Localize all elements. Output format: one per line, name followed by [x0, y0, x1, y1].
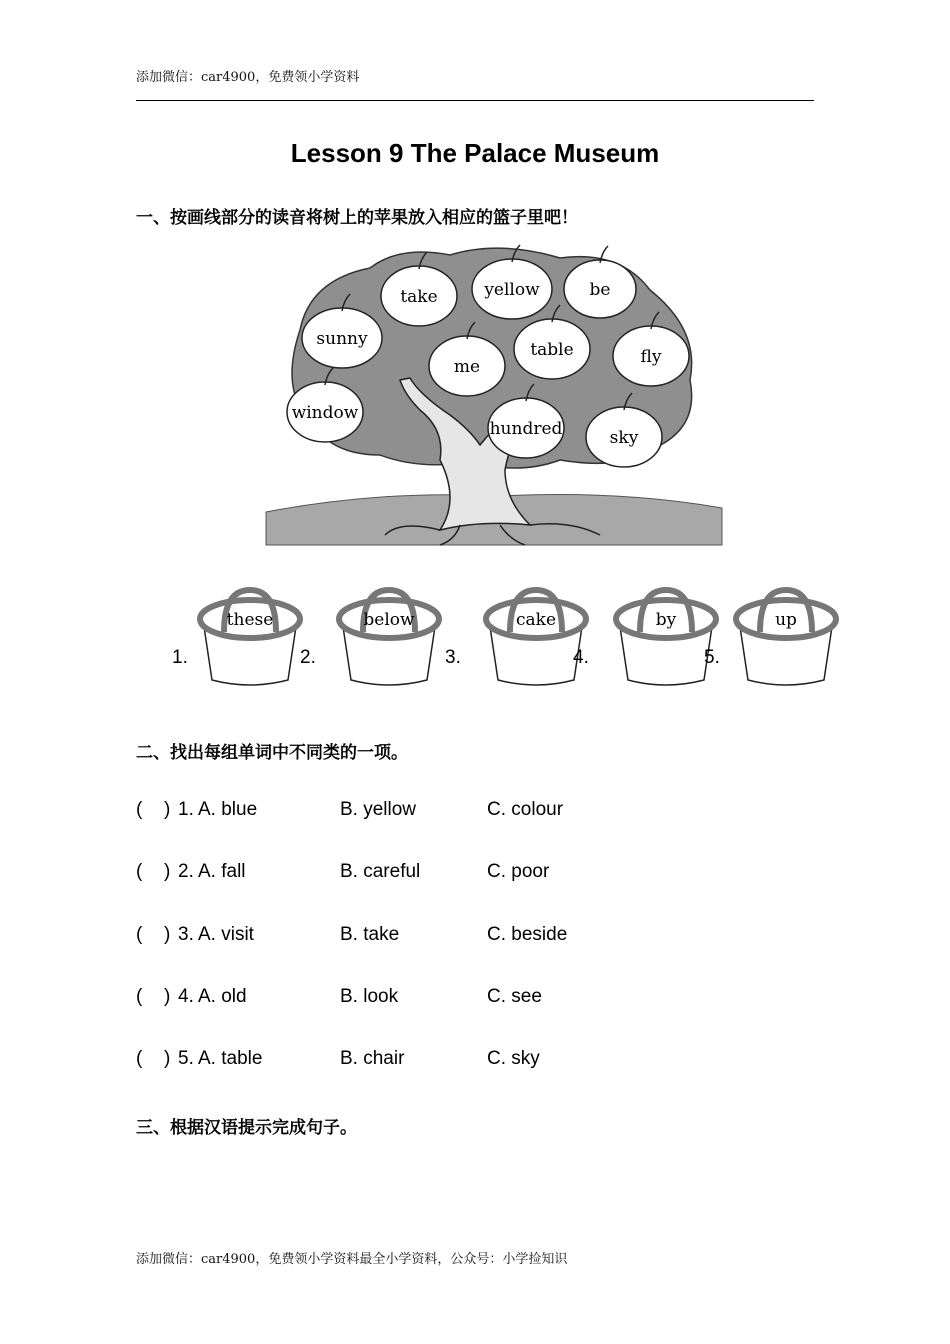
option-a: A. fall: [198, 861, 246, 882]
option-b: B. take: [340, 924, 400, 945]
footer-text: 添加微信：car4900，免费领小学资料最全小学资料，公众号：小学捡知识: [136, 1252, 568, 1267]
basket-word: below: [363, 610, 415, 630]
question-row: [136, 1048, 736, 1074]
question-number: 2.: [178, 861, 194, 882]
question-row: [136, 986, 736, 1012]
basket-number: 1.: [172, 647, 188, 668]
basket-word: up: [775, 610, 797, 630]
section-1-heading: 一、按画线部分的读音将树上的苹果放入相应的篮子里吧！: [136, 208, 578, 228]
answer-paren-close: ): [164, 861, 171, 882]
apple-word: be: [589, 280, 611, 300]
answer-paren-close: ): [164, 799, 171, 820]
section-3-heading: 三、根据汉语提示完成句子。: [136, 1118, 357, 1138]
apple-word: hundred: [489, 419, 563, 439]
answer-paren-open: (: [136, 924, 143, 945]
apple-word: take: [400, 287, 438, 307]
option-b: B. yellow: [340, 799, 417, 820]
basket-word: these: [226, 610, 274, 630]
question-row: [136, 924, 736, 950]
apple-word: table: [530, 340, 574, 360]
option-c: C. poor: [487, 861, 550, 882]
apple-word: window: [291, 403, 359, 423]
header-text: 添加微信：car4900，免费领小学资料: [136, 70, 360, 85]
question-number: 3.: [178, 924, 194, 945]
basket-number: 2.: [300, 647, 316, 668]
option-a: A. visit: [198, 924, 254, 945]
basket: [573, 590, 716, 685]
answer-paren-open: (: [136, 1048, 143, 1069]
apple-word: yellow: [484, 280, 540, 300]
question-row: [136, 861, 736, 887]
basket: [704, 590, 836, 685]
option-b: B. chair: [340, 1048, 405, 1069]
option-a: A. table: [198, 1048, 263, 1069]
answer-paren-open: (: [136, 799, 143, 820]
basket: [172, 590, 300, 685]
apple-word: me: [453, 357, 481, 377]
basket-word: by: [655, 610, 677, 630]
apple-word: sunny: [316, 329, 368, 349]
question-row: [136, 799, 736, 825]
option-c: C. sky: [487, 1048, 540, 1069]
question-number: 5.: [178, 1048, 194, 1069]
option-c: C. see: [487, 986, 542, 1007]
answer-paren-open: (: [136, 861, 143, 882]
option-c: C. beside: [487, 924, 568, 945]
basket: [445, 590, 586, 685]
answer-paren-close: ): [164, 986, 171, 1007]
apple-word: sky: [609, 428, 639, 448]
option-a: A. blue: [198, 799, 258, 820]
section-2-heading: 二、找出每组单词中不同类的一项。: [136, 743, 408, 763]
option-a: A. old: [198, 986, 247, 1007]
basket-number: 4.: [573, 647, 589, 668]
baskets-layer: [172, 590, 836, 685]
option-b: B. careful: [340, 861, 421, 882]
apple-word: fly: [640, 347, 662, 367]
option-b: B. look: [340, 986, 399, 1007]
page-title: Lesson 9 The Palace Museum: [290, 138, 660, 168]
question-number: 1.: [178, 799, 194, 820]
basket-word: cake: [515, 610, 557, 630]
question-number: 4.: [178, 986, 194, 1007]
answer-paren-close: ): [164, 1048, 171, 1069]
answer-paren-close: ): [164, 924, 171, 945]
answer-paren-open: (: [136, 986, 143, 1007]
option-c: C. colour: [487, 799, 564, 820]
basket-number: 5.: [704, 647, 720, 668]
basket: [300, 590, 439, 685]
basket-number: 3.: [445, 647, 461, 668]
